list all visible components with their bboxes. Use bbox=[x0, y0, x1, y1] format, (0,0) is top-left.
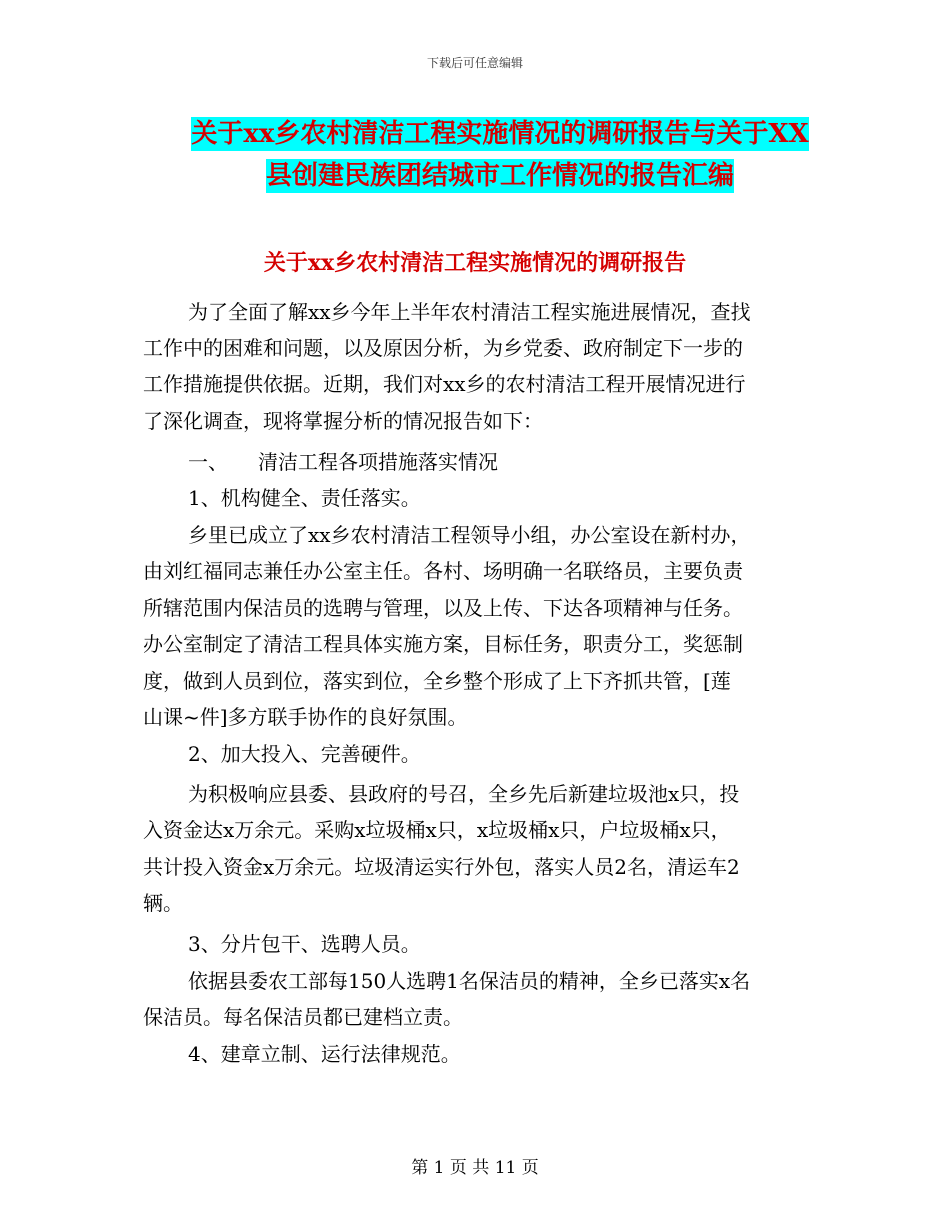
section-heading: 一、 清洁工程各项措施落实情况 bbox=[188, 450, 498, 474]
paragraph-line: 所辖范围内保洁员的选聘与管理，以及上传、下达各项精神与任务。 bbox=[143, 596, 743, 620]
paragraph-line: 辆。 bbox=[143, 891, 183, 915]
main-title-text-2: 县创建民族团结城市工作情况的报告汇编 bbox=[265, 161, 734, 191]
item-heading: 1、机构健全、责任落实。 bbox=[188, 486, 421, 510]
item-heading: 2、加大投入、完善硬件。 bbox=[188, 742, 421, 766]
main-title-text-1: 关于xx乡农村清洁工程实施情况的调研报告与关于XX bbox=[191, 119, 809, 149]
item-heading: 4、建章立制、运行法律规范。 bbox=[188, 1042, 461, 1066]
paragraph-line: 山课~件]多方联手协作的良好氛围。 bbox=[143, 705, 468, 729]
paragraph-line: 了深化调查，现将掌握分析的情况报告如下： bbox=[143, 409, 543, 433]
main-title-line-2 bbox=[150, 154, 850, 198]
paragraph-line: 乡里已成立了xx乡农村清洁工程领导小组，办公室设在新村办， bbox=[188, 523, 751, 547]
page-footer: 第 1 页 共 11 页 bbox=[411, 1158, 539, 1178]
paragraph-line: 共计投入资金x万余元。垃圾清运实行外包，落实人员2名，清运车2 bbox=[143, 855, 740, 879]
paragraph-line: 由刘红福同志兼任办公室主任。各村、场明确一名联络员，主要负责 bbox=[143, 559, 743, 583]
paragraph-line: 依据县委农工部每150人选聘1名保洁员的精神，全乡已落实x名 bbox=[188, 969, 751, 993]
paragraph-line: 工作中的困难和问题，以及原因分析，为乡党委、政府制定下一步的 bbox=[143, 336, 743, 360]
paragraph-line: 保洁员。每名保洁员都已建档立责。 bbox=[143, 1005, 463, 1029]
paragraph-line: 办公室制定了清洁工程具体实施方案，目标任务，职责分工，奖惩制 bbox=[143, 632, 743, 656]
paragraph-line: 为积极响应县委、县政府的号召，全乡先后新建垃圾池x只，投 bbox=[188, 782, 740, 806]
main-title-line-1 bbox=[150, 112, 850, 156]
paragraph-line: 入资金达x万余元。采购x垃圾桶x只，x垃圾桶x只，户垃圾桶x只， bbox=[143, 818, 731, 842]
item-heading: 3、分片包干、选聘人员。 bbox=[188, 932, 421, 956]
header-note: 下载后可任意编辑 bbox=[426, 56, 523, 70]
paragraph-line: 度，做到人员到位，落实到位，全乡整个形成了上下齐抓共管，[莲 bbox=[143, 669, 731, 693]
paragraph-line: 工作措施提供依据。近期，我们对xx乡的农村清洁工程开展情况进行 bbox=[143, 372, 746, 396]
paragraph-line: 为了全面了解xx乡今年上半年农村清洁工程实施进展情况，查找 bbox=[188, 300, 751, 324]
section-title: 关于xx乡农村清洁工程实施情况的调研报告 bbox=[263, 250, 687, 276]
